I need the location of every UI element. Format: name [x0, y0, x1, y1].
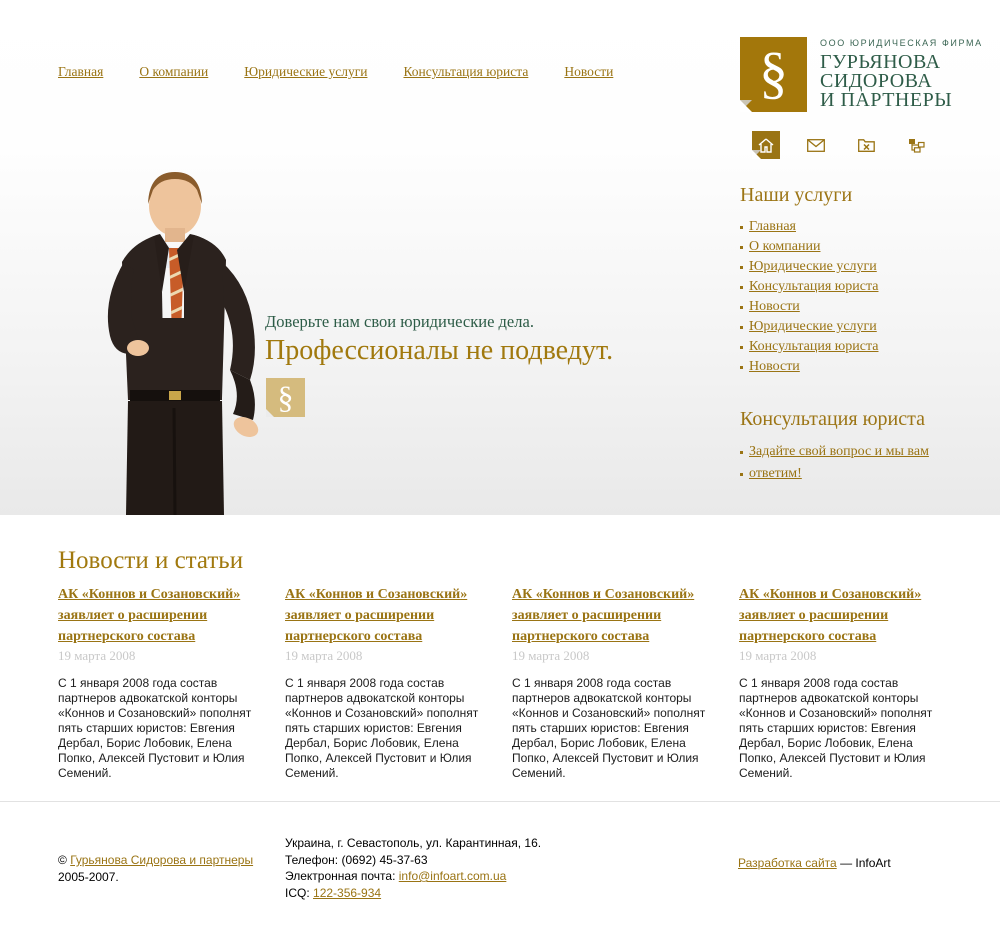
- logo-paragraph-icon: [740, 37, 807, 112]
- article-title-link[interactable]: АК «Коннов и Созановский» заявляет о расширении партнерского состава: [285, 587, 468, 644]
- article-date: 19 марта 2008: [58, 648, 136, 663]
- article-date: 19 марта 2008: [739, 648, 817, 663]
- bullet-icon: [740, 266, 743, 269]
- mail-icon[interactable]: [802, 131, 830, 159]
- footer-copyright: [58, 852, 285, 926]
- list-item: [740, 463, 988, 485]
- nav-item-consultation[interactable]: Консультация юриста: [403, 64, 529, 79]
- copyright-symbol: ©: [58, 853, 67, 867]
- services-list: [740, 217, 988, 377]
- folder-close-icon-glyph: [858, 138, 875, 152]
- hero-title: Профессионалы не подведут.: [265, 335, 614, 366]
- mail-icon-glyph: [807, 139, 825, 152]
- list-item: [740, 217, 988, 237]
- ask-question-link[interactable]: Задайте свой вопрос и мы вам: [749, 444, 929, 459]
- list-item: [740, 317, 988, 337]
- bullet-icon: [740, 326, 743, 329]
- home-fold-cut: [752, 150, 761, 159]
- list-item: [740, 441, 988, 463]
- sitemap-icon[interactable]: [902, 131, 930, 159]
- folder-close-icon[interactable]: [852, 131, 880, 159]
- bullet-icon: [740, 246, 743, 249]
- article-body: С 1 января 2008 года состав партнеров адвокатской конторы «Коннов и Созановский» пополнят пять старших юристов: Евгения Дербал, Борис Лобовик, Елена Попко, Алексей Пустовит и Юлия Семений.: [285, 676, 479, 780]
- copyright-link[interactable]: Гурьянова Сидорова и партнеры: [70, 853, 254, 867]
- sidebar-link-consultation[interactable]: Консультация юриста: [749, 279, 879, 294]
- list-item: [740, 257, 988, 277]
- sidebar-link-services[interactable]: Юридические услуги: [749, 259, 877, 274]
- sidebar-link-home[interactable]: Главная: [749, 219, 796, 234]
- nav-item-news[interactable]: Новости: [564, 64, 614, 79]
- watermark-section-sign: §: [277, 378, 294, 415]
- footer-phone: Телефон: (0692) 45-37-63: [285, 852, 428, 867]
- logo-fold-cut: [740, 100, 752, 112]
- businessman-illustration: [72, 168, 262, 515]
- article-date: 19 марта 2008: [285, 648, 363, 663]
- logo-tagline: ООО ЮРИДИЧЕСКАЯ ФИРМА: [820, 38, 983, 48]
- logo-firm-name: [820, 53, 983, 110]
- news-article: [58, 584, 258, 781]
- footer: [0, 802, 1000, 926]
- bullet-icon: [740, 451, 743, 454]
- email-link[interactable]: info@infoart.com.ua: [398, 869, 507, 883]
- footer-credits: [738, 855, 891, 926]
- company-logo[interactable]: [740, 37, 983, 112]
- sidebar-link-news[interactable]: Новости: [749, 299, 800, 314]
- icq-label: ICQ:: [285, 885, 310, 900]
- news-section: [0, 515, 1000, 802]
- copyright-years: 2005-2007.: [58, 869, 119, 884]
- bullet-icon: [740, 226, 743, 229]
- list-item: [740, 337, 988, 357]
- consultation-heading: Консультация юриста: [740, 408, 925, 430]
- sidebar-link-about[interactable]: О компании: [749, 239, 821, 254]
- article-body: С 1 января 2008 года состав партнеров адвокатской конторы «Коннов и Созановский» пополнят пять старших юристов: Евгения Дербал, Борис Лобовик, Елена Попко, Алексей Пустовит и Юлия Семений.: [739, 676, 933, 780]
- footer-icq-line: [285, 885, 738, 902]
- article-title-link[interactable]: АК «Коннов и Созановский» заявляет о расширении партнерского состава: [58, 587, 241, 644]
- top-navigation: [58, 64, 613, 80]
- bullet-icon: [740, 286, 743, 289]
- bullet-icon: [740, 306, 743, 309]
- news-article: [739, 584, 939, 781]
- businessman-photo: [72, 168, 262, 520]
- article-title-link[interactable]: АК «Коннов и Созановский» заявляет о расширении партнерского состава: [739, 587, 922, 644]
- watermark-logo-icon: [266, 378, 305, 417]
- list-item: [740, 297, 988, 317]
- site-development-link[interactable]: Разработка сайта: [738, 856, 837, 870]
- ask-question-link-2[interactable]: ответим!: [749, 466, 802, 481]
- hero-copy: [265, 312, 613, 367]
- article-body: С 1 января 2008 года состав партнеров адвокатской конторы «Коннов и Созановский» пополнят пять старших юристов: Евгения Дербал, Борис Лобовик, Елена Попко, Алексей Пустовит и Юлия Семений.: [512, 676, 706, 780]
- consultation-list: [740, 441, 988, 485]
- nav-item-home[interactable]: Главная: [58, 64, 104, 79]
- list-item: [740, 237, 988, 257]
- news-article: [512, 584, 712, 781]
- watermark-fold-cut: [266, 409, 274, 417]
- sitemap-icon-glyph: [908, 138, 925, 153]
- section-sign-glyph: §: [759, 39, 788, 105]
- bullet-icon: [740, 473, 743, 476]
- sidebar: [740, 183, 988, 485]
- sidebar-link-services-2[interactable]: Юридические услуги: [749, 319, 877, 334]
- footer-address: Украина, г. Севастополь, ул. Карантинная, 16.: [285, 836, 542, 850]
- home-icon[interactable]: [752, 131, 780, 159]
- hero-subtitle: Доверьте нам свои юридические дела.: [265, 312, 534, 331]
- icq-link[interactable]: 122-356-934: [313, 885, 382, 900]
- footer-contacts: [285, 835, 738, 926]
- logo-text: [820, 37, 983, 110]
- services-heading: Наши услуги: [740, 184, 853, 206]
- bullet-icon: [740, 346, 743, 349]
- news-heading: Новости и статьи: [58, 547, 244, 574]
- utility-iconbar: [752, 131, 930, 159]
- nav-item-about[interactable]: О компании: [139, 64, 209, 79]
- article-date: 19 марта 2008: [512, 648, 590, 663]
- email-label: Электронная почта:: [285, 869, 396, 883]
- list-item: [740, 357, 988, 377]
- sidebar-link-consultation-2[interactable]: Консультация юриста: [749, 339, 879, 354]
- logo-name-line2: СИДОРОВА: [820, 70, 933, 92]
- bullet-icon: [740, 366, 743, 369]
- developer-name: — InfoArt: [840, 856, 891, 870]
- news-columns: [58, 584, 942, 781]
- article-title-link[interactable]: АК «Коннов и Созановский» заявляет о расширении партнерского состава: [512, 587, 695, 644]
- logo-name-line3: И ПАРТНЕРЫ: [820, 89, 953, 111]
- logo-name-line1: ГУРЬЯНОВА: [820, 51, 941, 73]
- footer-email-line: [285, 868, 738, 885]
- list-item: [740, 277, 988, 297]
- sidebar-link-news-2[interactable]: Новости: [749, 359, 800, 374]
- news-article: [285, 584, 485, 781]
- nav-item-services[interactable]: Юридические услуги: [244, 64, 368, 79]
- article-body: С 1 января 2008 года состав партнеров адвокатской конторы «Коннов и Созановский» пополнят пять старших юристов: Евгения Дербал, Борис Лобовик, Елена Попко, Алексей Пустовит и Юлия Семений.: [58, 676, 252, 780]
